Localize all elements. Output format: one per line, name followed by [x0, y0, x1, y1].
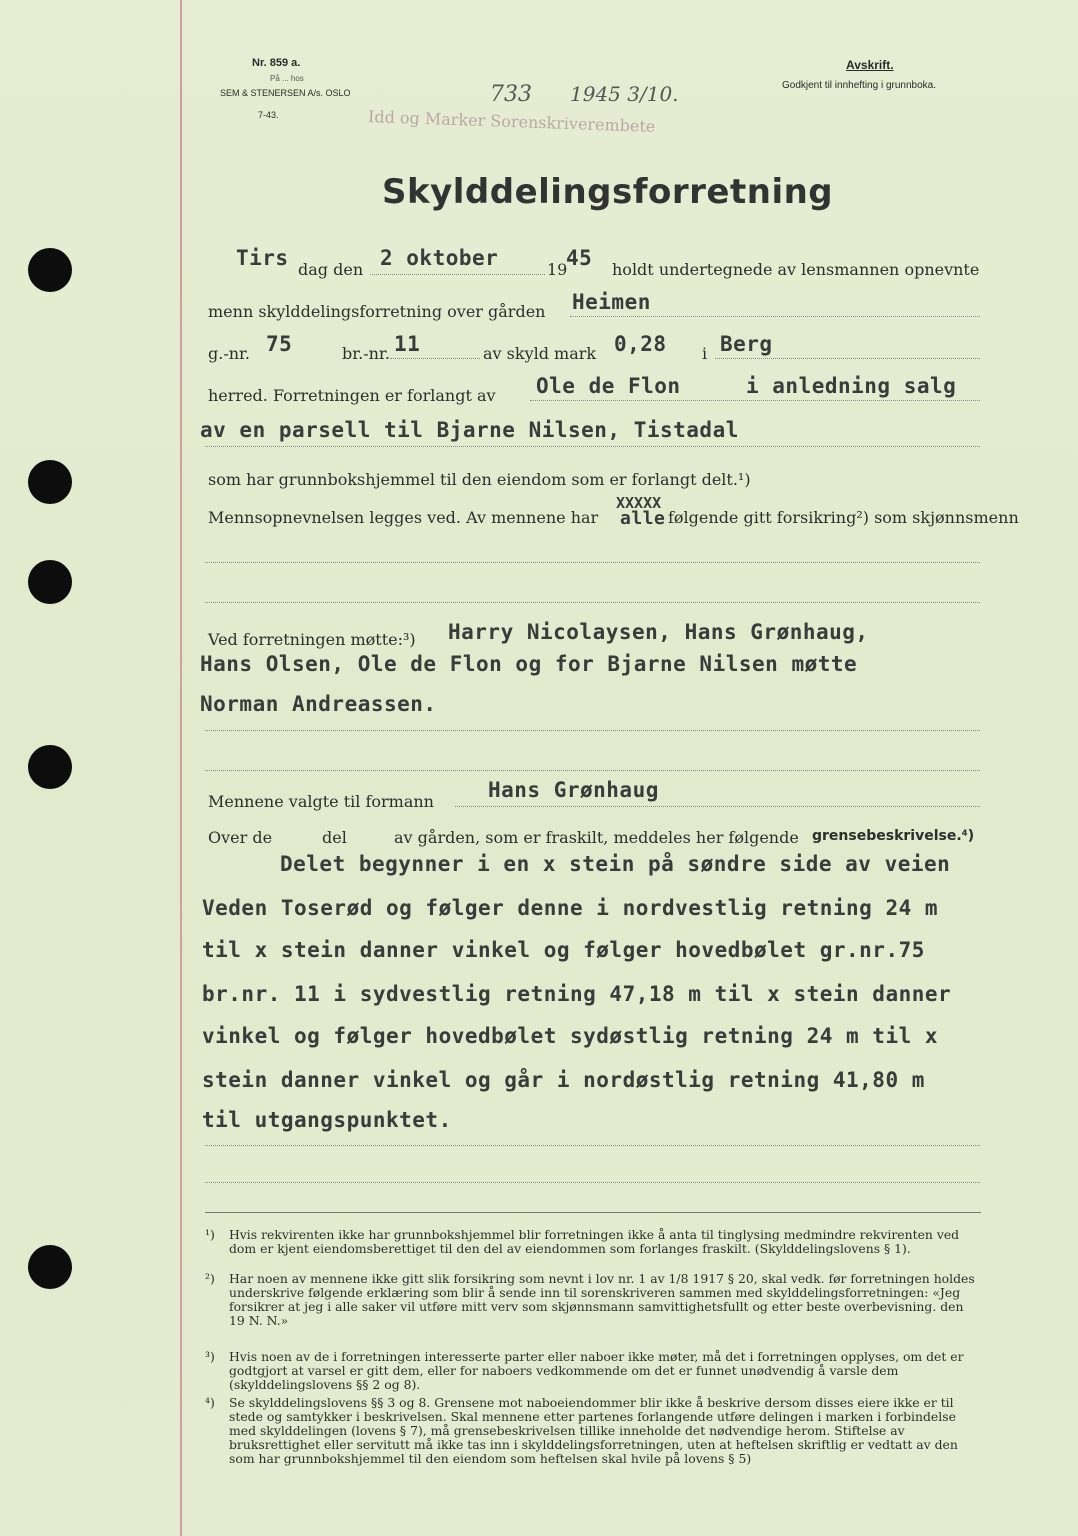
- over-de-label: Over de: [208, 828, 273, 847]
- footnote-number: ¹): [205, 1227, 215, 1242]
- mennsopp-text-end: følgende gitt forsikring²) som skjønnsmenn: [668, 508, 1019, 527]
- boundary-line: til utgangspunktet.: [202, 1108, 452, 1132]
- farm-line: [570, 316, 980, 317]
- blank-line: [205, 1145, 980, 1146]
- reason-line: [205, 446, 980, 447]
- margin-line: [180, 0, 182, 1536]
- holdt-text: holdt undertegnede av lensmannen opnevnte: [612, 260, 980, 279]
- boundary-line: stein danner vinkel og går i nordøstlig retning 41,80 m: [202, 1068, 925, 1092]
- footnote-text: Hvis rekvirenten ikke har grunnbokshjemmel blir forretningen ikke å anta til tinglysing medmindre rekvirenten ved dom er kjent eiendomsberettiget til den del av eiendommen som forlanges fraskilt. (Skylddelingslovens § 1).: [229, 1227, 960, 1256]
- footnote: [205, 1396, 980, 1466]
- gard-text: av gården, som er fraskilt, meddeles her følgende: [394, 828, 799, 847]
- footnote-number: ⁴): [205, 1395, 215, 1410]
- formann-name: Hans Grønhaug: [488, 778, 659, 802]
- skyld-value: 0,28: [614, 332, 667, 356]
- boundary-line: vinkel og følger hovedbølet sydøstlig retning 24 m til x: [202, 1024, 939, 1048]
- footnote-text: Har noen av mennene ikke gitt slik forsikring som nevnt i lov nr. 1 av 1/8 1917 § 20, skal vedk. før forretningen holdes underskrive følgende erklæring som blir å sende inn til sorenskriveren sammen med skylddelingsforretningen: «Jeg forsikrer at jeg i alle saker vil utføre mitt verv som skjønnsmann samvittighetsfullt og etter beste overbevisning. den 19 N. N.»: [229, 1271, 975, 1328]
- alle-word: alle: [620, 508, 666, 529]
- page-title: Skylddelingsforretning: [382, 172, 834, 212]
- avskrift-label: Avskrift.: [846, 58, 894, 72]
- approval-note: Godkjent til innhefting i grunnboka.: [782, 80, 936, 91]
- footnote-text: Se skylddelingslovens §§ 3 og 8. Grensene mot naboeiendommer blir ikke å beskrive dersom disses eiere ikke er til stede og samtykker i beskrivelsen. Skal mennene etter partenes forlangende utføre delingen i marken i forbindelse med skylddelingen (lovens § 7), må grensebeskrivelsen tillike inneholde det nødvendige herom. Stiftelse av bruksrettighet eller servitutt må ikke tas inn i skylddelingsforretningen, uten at heftelsen skriftlig er vedtatt av den som har grunnbokshjemmel til den eiendom som heftelsen skal hvile på lovens § 5): [229, 1395, 958, 1466]
- requester-name: Ole de Flon: [536, 374, 681, 398]
- boundary-line: til x stein danner vinkel og følger hovedbølet gr.nr.75: [202, 938, 925, 962]
- footnote-rule: [205, 1212, 981, 1213]
- blank-line: [205, 1182, 980, 1183]
- footnote-number: ³): [205, 1349, 215, 1364]
- formann-line: [455, 806, 980, 807]
- place-line: [715, 358, 980, 359]
- attendees-line: Norman Andreassen.: [200, 692, 437, 716]
- blank-line: [205, 602, 980, 603]
- binder-hole: [28, 460, 72, 504]
- herred-text: herred. Forretningen er forlangt av: [208, 386, 496, 405]
- del-label: del: [322, 828, 347, 847]
- formann-label: Mennene valgte til formann: [208, 792, 434, 811]
- footnote: [205, 1228, 980, 1256]
- grunnbok-text: som har grunnbokshjemmel til den eiendom som er forlangt delt.¹): [208, 470, 751, 489]
- struck-word: XXXXX: [616, 494, 662, 512]
- binder-hole: [28, 248, 72, 292]
- handwritten-number: 733: [490, 82, 532, 107]
- menn-text: menn skylddelingsforretning over gården: [208, 302, 546, 321]
- place-value: Berg: [720, 332, 773, 356]
- blank-line: [205, 770, 980, 771]
- footnote-number: ²): [205, 1271, 215, 1286]
- brnr-label: br.-nr.: [342, 344, 390, 363]
- attendees-line: Harry Nicolaysen, Hans Grønhaug,: [448, 620, 869, 644]
- boundary-line: br.nr. 11 i sydvestlig retning 47,18 m til x stein danner: [202, 982, 952, 1006]
- request-reason-continued: av en parsell til Bjarne Nilsen, Tistadal: [200, 418, 739, 442]
- grense-label: grensebeskrivelse.⁴): [812, 828, 975, 844]
- brnr-line: [390, 358, 480, 359]
- year-value: 45: [566, 246, 593, 270]
- form-number: Nr. 859 a.: [252, 57, 301, 69]
- office-stamp: Idd og Marker Sorenskriverembete: [367, 106, 656, 137]
- binder-hole: [28, 745, 72, 789]
- year-prefix: 19: [547, 260, 568, 279]
- farm-name: Heimen: [572, 290, 651, 314]
- date-value: 2 oktober: [380, 246, 499, 270]
- date-line: [370, 274, 545, 275]
- footnote-text: Hvis noen av de i forretningen interesserte parter eller naboer ikke møter, må det i forretningen opplyses, om det er godtgjort at varsel er gitt dem, eller for naboers vedkommende om det er funnet unødvendig å varsle dem (skylddelingslovens §§ 2 og 8).: [229, 1349, 964, 1392]
- brnr-value: 11: [394, 332, 421, 356]
- footnote: [205, 1350, 980, 1392]
- weekday: Tirs: [236, 246, 289, 270]
- boundary-line: Veden Toserød og følger denne i nordvestlig retning 24 m: [202, 896, 939, 920]
- i-label: i: [702, 344, 708, 363]
- skyld-label: av skyld mark: [483, 344, 597, 363]
- dag-den-label: dag den: [298, 260, 364, 279]
- blank-line: [205, 562, 980, 563]
- mote-label: Ved forretningen møtte:³): [208, 630, 416, 649]
- requester-line: [530, 400, 980, 401]
- handwritten-date: 1945 3/10.: [570, 82, 679, 106]
- printer-name: SEM & STENERSEN A/s. OSLO: [220, 88, 351, 98]
- gnr-label: g.-nr.: [208, 344, 251, 363]
- gnr-value: 75: [266, 332, 293, 356]
- blank-line: [205, 730, 980, 731]
- boundary-line: Delet begynner i en x stein på søndre side av veien: [280, 852, 951, 876]
- request-reason: i anledning salg: [746, 374, 957, 398]
- footnote: [205, 1272, 980, 1328]
- binder-hole: [28, 1245, 72, 1289]
- attendees-line: Hans Olsen, Ole de Flon og for Bjarne Nilsen møtte: [200, 652, 858, 676]
- printer-line: På ... hos: [270, 74, 304, 83]
- mennsopp-text: Mennsopnevnelsen legges ved. Av mennene har: [208, 508, 599, 527]
- printer-date: 7-43.: [258, 110, 279, 120]
- binder-hole: [28, 560, 72, 604]
